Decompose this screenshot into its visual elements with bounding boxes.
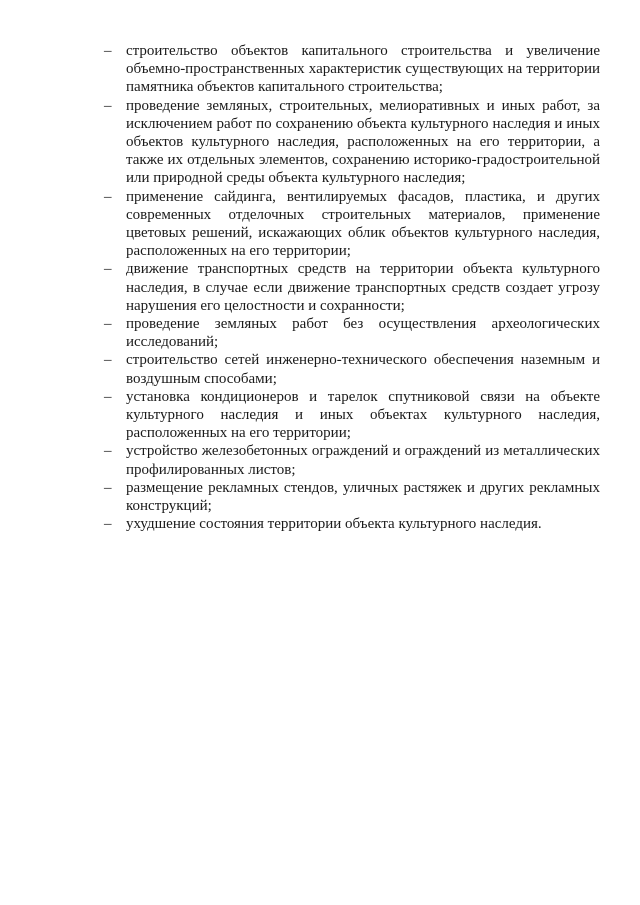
list-item [104, 97, 600, 188]
restrictions-list [104, 42, 600, 533]
list-item-text: ухудшение состояния территории объекта культурного наследия. [126, 516, 542, 533]
list-item [104, 388, 600, 443]
list-item-text: установка кондиционеров и тарелок спутниковой связи на объекте культурного наследия и иных объектах культурного наследия, расположенных на его территории; [126, 388, 600, 442]
bullet-dash: – [104, 443, 112, 460]
list-item [104, 42, 600, 97]
bullet-dash: – [104, 97, 112, 114]
bullet-dash: – [104, 188, 112, 205]
bullet-dash: – [104, 479, 112, 496]
list-item-text: движение транспортных средств на территории объекта культурного наследия, в случае если движение транспортных средств создает угрозу нарушения его целостности и сохранности; [126, 261, 600, 314]
bullet-dash: – [104, 261, 112, 278]
bullet-dash: – [104, 516, 112, 533]
list-item [104, 351, 600, 387]
list-item [104, 260, 600, 315]
list-item-text: устройство железобетонных ограждений и ограждений из металлических профилированных листов; [126, 443, 600, 478]
list-item [104, 442, 600, 478]
list-item-text: применение сайдинга, вентилируемых фасадов, пластика, и других современных отделочных строительных материалов, применение цветовых решений, искажающих облик объектов культурного наследия, расположенных на его территории; [126, 188, 600, 260]
list-item [104, 315, 600, 351]
bullet-dash: – [104, 43, 112, 59]
list-item [104, 188, 600, 261]
list-item-text: строительство объектов капитального строительства и увеличение объемно-пространственных характеристик существующих на территории памятника объектов капитального строительства; [126, 43, 600, 96]
list-item [104, 479, 600, 515]
list-item-text: проведение земляных, строительных, мелиоративных и иных работ, за исключением работ по сохранению объекта культурного наследия и иных объектов культурного наследия, расположенных на его территории, а также их отдельных элементов, сохранению историко-градостроительной или природной среды объекта культурного наследия; [126, 97, 600, 187]
list-item-text: размещение рекламных стендов, уличных растяжек и других рекламных конструкций; [126, 479, 600, 515]
bullet-dash: – [104, 352, 112, 369]
list-item [104, 515, 600, 533]
bullet-dash: – [104, 316, 112, 333]
bullet-dash: – [104, 388, 112, 405]
list-item-text: строительство сетей инженерно-технического обеспечения наземным и воздушным способами; [126, 352, 600, 387]
list-item-text: проведение земляных работ без осуществления археологических исследований; [126, 316, 600, 351]
